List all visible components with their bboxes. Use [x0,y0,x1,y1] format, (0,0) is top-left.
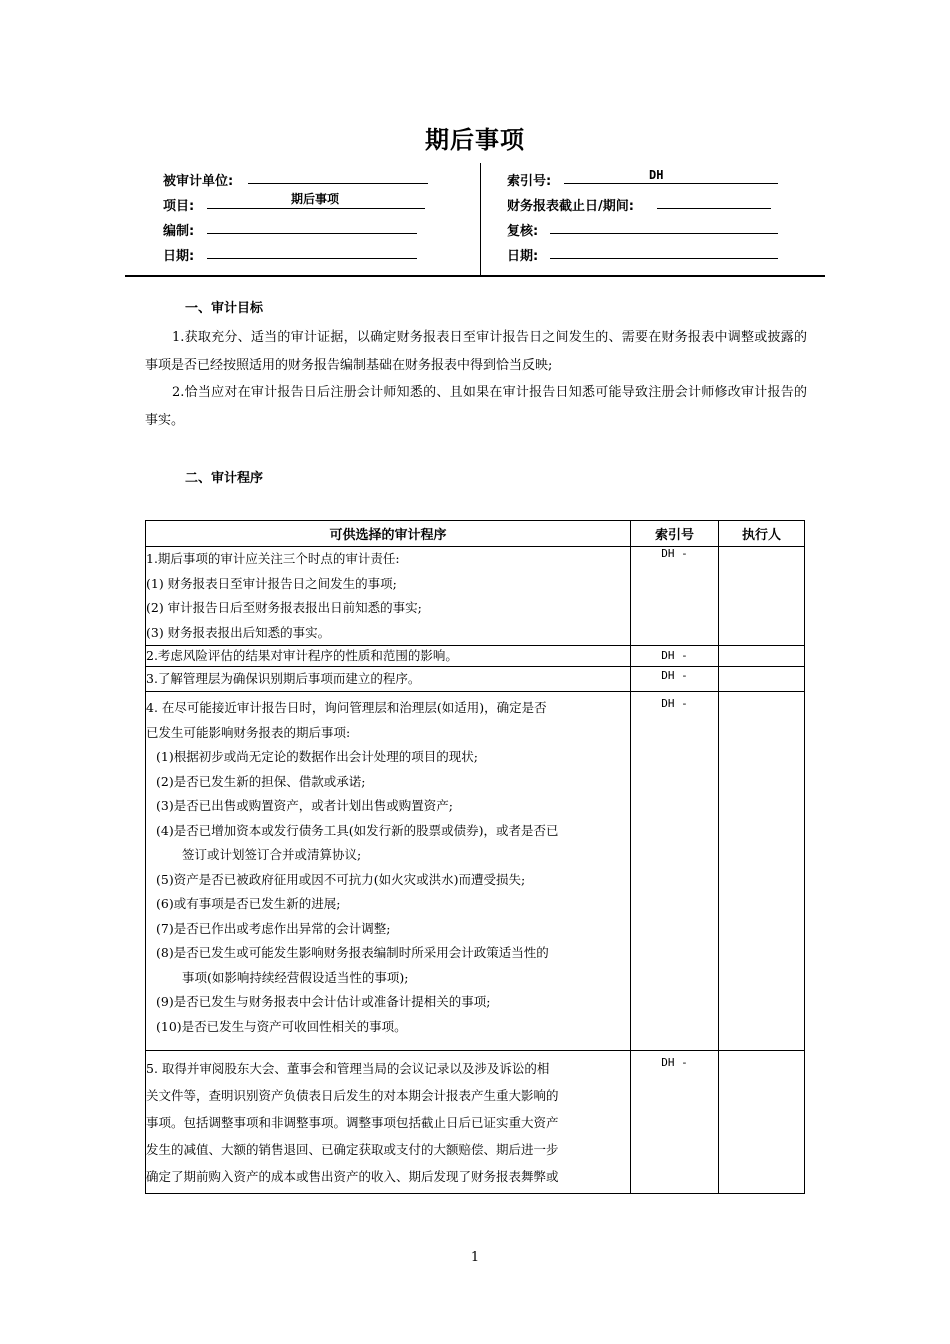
procedure-line: 4. 在尽可能接近审计报告日时，询问管理层和治理层(如适用)，确定是否 [146,700,547,715]
procedure-line: (10)是否已发生与资产可收回性相关的事项。 [156,1018,407,1034]
table-row [146,547,805,646]
header-field-index[interactable] [564,168,778,184]
header-label-project: 项目: [163,199,195,214]
procedure-cell [146,646,631,667]
column-header-executor: 执行人 [719,521,805,547]
procedure-line: 2.考虑风险评估的结果对审计程序的性质和范围的影响。 [146,648,458,663]
header-label-auditee: 被审计单位: [163,174,234,189]
header-field-date-right[interactable] [550,243,778,259]
procedure-line: 确定了期前购入资产的成本或售出资产的收入、期后发现了财务报表舞弊或 [146,1169,559,1184]
page-number: 1 [470,1250,480,1265]
procedure-line: 签订或计划签订合并或清算协议; [182,847,362,862]
index-cell[interactable]: DH - [631,547,719,646]
table-row [146,646,805,667]
table-row [146,1051,805,1194]
index-cell[interactable]: DH - [631,1051,719,1194]
executor-cell[interactable] [719,646,805,667]
procedure-line: (3) 财务报表报出后知悉的事实。 [146,624,331,640]
header-field-auditee[interactable] [248,168,428,184]
header-value-index: DH [649,168,664,182]
header-label-reviewer: 复核: [507,224,539,239]
procedure-line: (6)或有事项是否已发生新的进展; [156,896,341,911]
procedure-cell [146,1051,631,1194]
objective-paragraph-2: 2.恰当应对在审计报告日后注册会计师知悉的、且如果在审计报告日知悉可能导致注册会计师修改审计报告的事实。 [145,385,807,428]
header-bottom-rule [125,275,825,277]
header-label-index: 索引号: [507,174,552,189]
header-value-project: 期后事项 [291,192,340,206]
procedure-cell [146,692,631,1051]
index-cell[interactable]: DH - [631,692,719,1051]
executor-cell[interactable] [719,547,805,646]
procedure-line: 1.期后事项的审计应关注三个时点的审计责任: [146,551,400,566]
page-title: 期后事项 [425,126,525,154]
executor-cell[interactable] [719,1051,805,1194]
procedure-line: 3.了解管理层为确保识别期后事项而建立的程序。 [146,671,421,686]
procedures-table [145,520,805,1194]
procedure-line: 发生的减值、大额的销售退回、已确定获取或支付的大额赔偿、期后进一步 [146,1142,559,1157]
procedure-line: (1)根据初步或尚无定论的数据作出会计处理的项目的现状; [156,749,478,764]
header-field-preparer[interactable] [207,218,417,234]
column-header-procedure: 可供选择的审计程序 [146,521,631,547]
procedure-cell [146,547,631,646]
table-header-row [146,521,805,547]
procedure-line: (7)是否已作出或考虑作出异常的会计调整; [156,920,391,936]
objective-paragraph-1: 1.获取充分、适当的审计证据，以确定财务报表日至审计报告日之间发生的、需要在财务报表中调整或披露的事项是否已经按照适用的财务报告编制基础在财务报表中得到恰当反映; [145,330,807,373]
procedure-line: (2) 审计报告日后至财务报表报出日前知悉的事实; [146,600,422,615]
procedure-cell [146,667,631,692]
procedure-line: 关文件等，查明识别资产负债表日后发生的对本期会计报表产生重大影响的 [146,1088,559,1103]
header-field-period[interactable] [657,193,771,209]
table-row [146,667,805,692]
header-label-period: 财务报表截止日/期间: [507,199,634,214]
procedure-line: (4)是否已增加资本或发行债务工具(如发行新的股票或债券)，或者是否已 [156,822,559,838]
header-field-reviewer[interactable] [550,218,778,234]
section-heading-procedures: 二、审计程序 [185,471,264,486]
procedure-line: (5)资产是否已被政府征用或因不可抗力(如火灾或洪水)而遭受损失; [156,871,526,887]
header-divider [480,163,481,276]
procedure-line: 事项。包括调整事项和非调整事项。调整事项包括截止日后已证实重大资产 [146,1115,559,1130]
procedure-line: 已发生可能影响财务报表的期后事项: [146,724,351,740]
executor-cell[interactable] [719,667,805,692]
index-cell[interactable]: DH - [631,646,719,667]
header-field-project[interactable] [207,193,425,209]
column-header-index: 索引号 [631,521,719,547]
header-label-date-left: 日期: [163,249,195,264]
table-row [146,692,805,1051]
procedure-line: (3)是否已出售或购置资产，或者计划出售或购置资产; [156,798,453,813]
header-field-date-left[interactable] [207,243,417,259]
procedure-line: (9)是否已发生与财务报表中会计估计或准备计提相关的事项; [156,994,491,1009]
procedure-line: (2)是否已发生新的担保、借款或承诺; [156,773,366,789]
section-heading-objectives: 一、审计目标 [185,301,264,316]
header-label-preparer: 编制: [163,224,195,239]
procedure-line: (8)是否已发生或可能发生影响财务报表编制时所采用会计政策适当性的 [156,945,549,960]
index-cell[interactable]: DH - [631,667,719,692]
executor-cell[interactable] [719,692,805,1051]
procedure-line: 事项(如影响持续经营假设适当性的事项); [182,969,409,985]
procedure-line: 5. 取得并审阅股东大会、董事会和管理当局的会议记录以及涉及诉讼的相 [146,1061,550,1076]
header-label-date-right: 日期: [507,249,539,264]
procedure-line: (1) 财务报表日至审计报告日之间发生的事项; [146,575,397,591]
